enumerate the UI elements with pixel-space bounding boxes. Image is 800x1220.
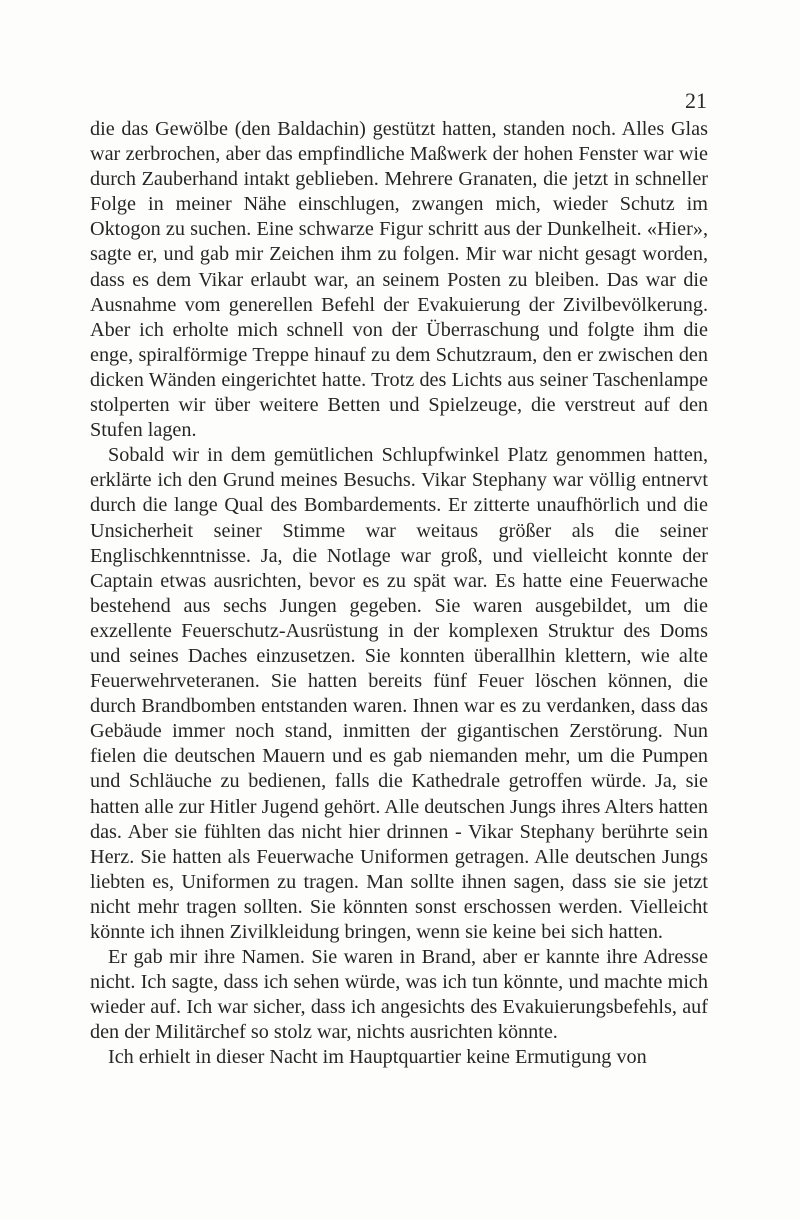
body-text <box>90 117 708 1071</box>
paragraph: Ich erhielt in dieser Nacht im Hauptquartier keine Ermutigung von <box>108 1046 647 1069</box>
paragraph: Er gab mir ihre Namen. Sie waren in Brand, aber er kannte ihre Adresse nicht. Ich sagte, dass ich sehen würde, was ich tun könnte, und machte mich wieder auf. Ich war sicher, dass ich angesichts des Evakuierungsbefehls, auf den der Militärchef so stolz war, nichts ausrichten könnte. <box>90 946 708 1044</box>
page-number: 21 <box>685 88 707 113</box>
paragraph: Sobald wir in dem gemütlichen Schlupfwinkel Platz genommen hatten, erklärte ich den Grund meines Besuchs. Vikar Stephany war völlig entnervt durch die lange Qual des Bombardements. Er zitterte unaufhörlich und die Unsicherheit seiner Stimme war weitaus größer als die seiner Englischkenntnisse. Ja, die Notlage war groß, und vielleicht konnte der Captain etwas ausrichten, bevor es zu spät war. Es hatte eine Feuerwache bestehend aus sechs Jungen gegeben. Sie waren ausgebildet, um die exzellente Feuerschutz-Ausrüstung in der komplexen Struktur des Doms und seines Daches einzusetzen. Sie konnten überallhin klettern, wie alte Feuerwehrveteranen. Sie hatten bereits fünf Feuer löschen können, die durch Brandbomben entstanden waren. Ihnen war es zu verdanken, dass das Gebäude immer noch stand, inmitten der gigantischen Zerstörung. Nun fielen die deutschen Mauern und es gab niemanden mehr, um die Pumpen und Schläuche zu bedienen, falls die Kathedrale getroffen würde. Ja, sie hatten alle zur Hitler Jugend gehört. Alle deutschen Jungs ihres Alters hatten das. Aber sie fühlten das nicht hier drinnen - Vikar Stephany berührte sein Herz. Sie hatten als Feuerwache Uniformen getragen. Alle deutschen Jungs liebten es, Uniformen zu tragen. Man sollte ihnen sagen, dass sie sie jetzt nicht mehr tragen sollten. Sie könnten sonst erschossen werden. Vielleicht könnte ich ihnen Zivilkleidung bringen, wenn sie keine bei sich hatten. <box>90 444 708 943</box>
paragraph: die das Gewölbe (den Baldachin) gestützt hatten, standen noch. Alles Glas war zerbrochen, aber das empfindliche Maßwerk der hohen Fenster war wie durch Zauberhand intakt geblieben. Mehrere Granaten, die jetzt in schneller Folge in meiner Nähe einschlugen, zwangen mich, wieder Schutz im Oktogon zu suchen. Eine schwarze Figur schritt aus der Dunkelheit. «Hier», sagte er, und gab mir Zeichen ihm zu folgen. Mir war nicht gesagt worden, dass es dem Vikar erlaubt war, an seinem Posten zu bleiben. Das war die Ausnahme vom generellen Befehl der Evakuierung der Zivilbevölkerung. Aber ich erholte mich schnell von der Überraschung und folgte ihm die enge, spiralförmige Treppe hinauf zu dem Schutzraum, den er zwischen den dicken Wänden eingerichtet hatte. Trotz des Lichts aus seiner Taschenlampe stolperten wir über weitere Betten und Spielzeuge, die verstreut auf den Stufen lagen. <box>90 118 708 442</box>
